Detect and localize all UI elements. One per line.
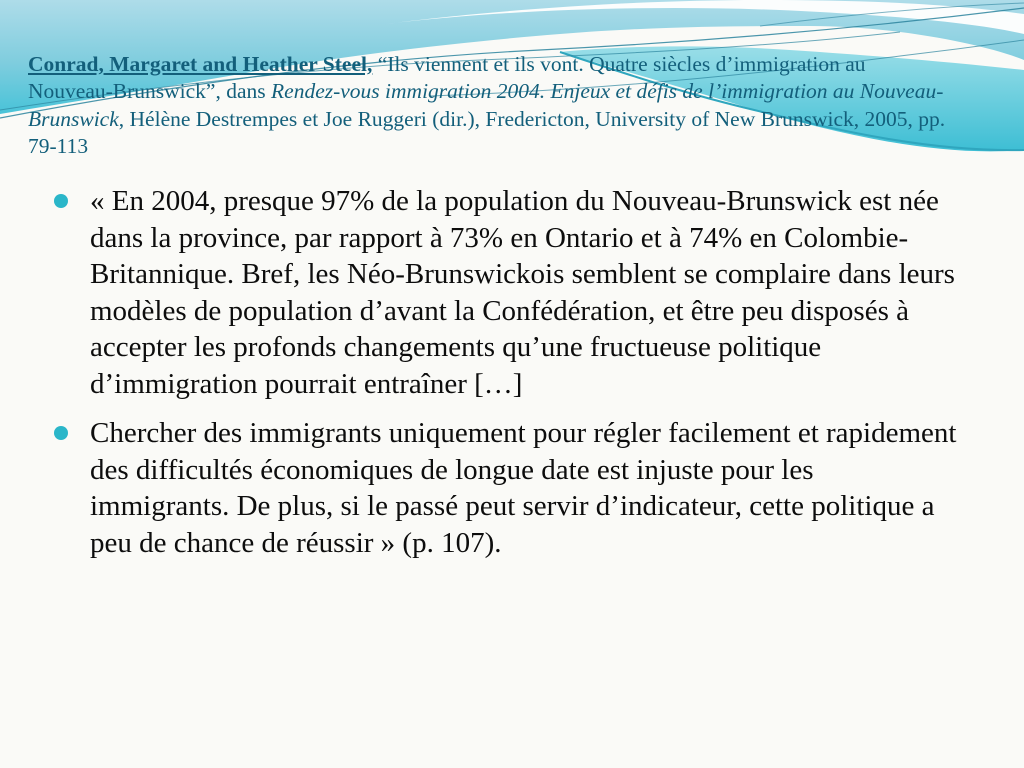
list-item <box>52 415 958 561</box>
citation-authors: Conrad, Margaret and Heather Steel, <box>28 51 373 76</box>
quote-paragraph-2: Chercher des immigrants uniquement pour régler facilement et rapidement des difficultés économiques de longue date est injuste pour les immigrants. De plus, si le passé peut servir d’indicateur, cette politique a peu de chance de réussir » (p. 107). <box>90 417 957 559</box>
bullet-list <box>52 183 958 574</box>
citation-article-title: “Ils viennent et ils vont. Quatre siècles d’immigration au Nouveau-Brunswick”, dans <box>28 51 866 103</box>
citation-text <box>28 51 946 161</box>
quote-paragraph-1: « En 2004, presque 97% de la population du Nouveau-Brunswick est née dans la province, par rapport à 73% en Ontario et à 74% en Colombie-Britannique. Bref, les Néo-Brunswickois semblent se complaire dans leurs modèles de population d’avant la Confédération, et être peu disposés à accepter les profonds changements qu’une fructueuse politique d’immigration pourrait entraîner […] <box>90 185 955 400</box>
bullet-dot-icon <box>54 194 68 208</box>
list-item <box>52 183 958 402</box>
citation-publication-info: , Hélène Destrempes et Joe Ruggeri (dir.), Fredericton, University of New Brunswick, 2005, pp. 79-113 <box>28 106 946 158</box>
bullet-dot-icon <box>54 426 68 440</box>
citation-book-title: Rendez-vous immigration 2004. Enjeux et défis de l’immigration au Nouveau-Brunswick <box>28 79 944 131</box>
